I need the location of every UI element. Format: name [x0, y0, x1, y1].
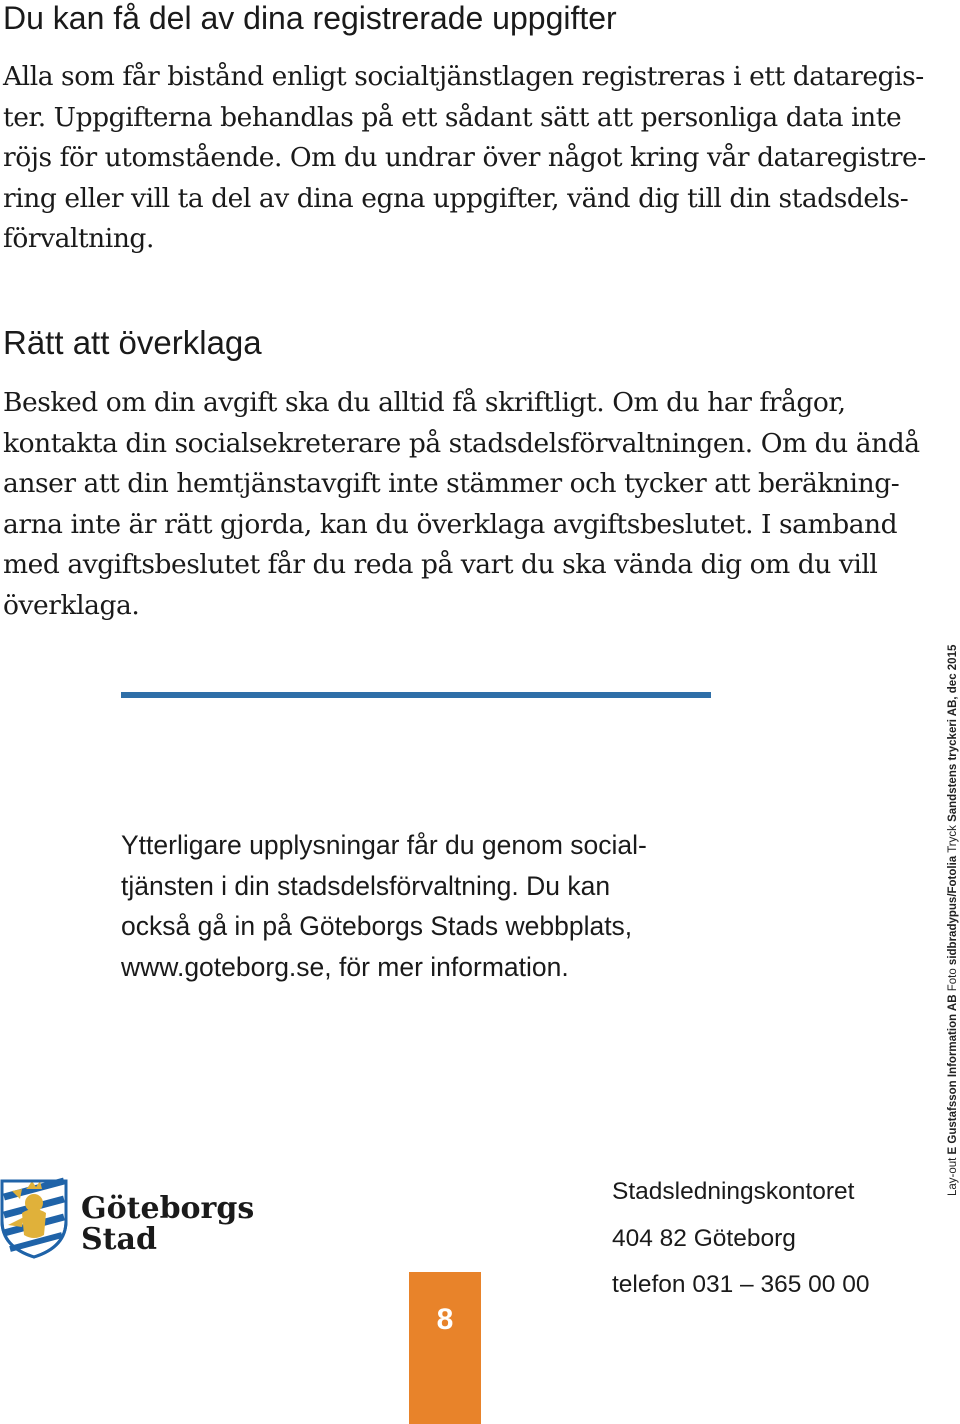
paragraph-line: också gå in på Göteborgs Stads webbplats, — [121, 911, 633, 941]
paragraph-line: ter. Uppgifterna behandlas på ett sådant sätt att personliga data inte — [3, 101, 902, 133]
paragraph-line: kontakta din socialsekreterare på stadsdelsförvaltningen. Om du ändå — [3, 427, 920, 459]
paragraph-line: www.goteborg.se, för mer information. — [121, 951, 569, 982]
paragraph-line: arna inte är rätt gjorda, kan du överklaga avgiftsbeslutet. I samband — [3, 508, 898, 540]
contact-address: 404 82 Göteborg — [612, 1225, 796, 1252]
credit-label: Foto — [947, 968, 959, 992]
appeal-paragraph — [3, 383, 920, 626]
page-number: 8 — [436, 1303, 454, 1336]
registered-data-paragraph — [3, 57, 926, 260]
paragraph-line: Alla som får bistånd enligt socialtjänstlagen registreras i ett dataregis- — [3, 61, 924, 92]
contact-office: Stadsledningskontoret — [612, 1178, 855, 1205]
credit-label: Tryck — [947, 825, 959, 853]
paragraph-line: överklaga. — [3, 589, 140, 621]
section-title-appeal: Rätt att överklaga — [3, 324, 262, 361]
paragraph-line: Besked om din avgift ska du alltid få skriftligt. Om du har frågor, — [3, 387, 846, 418]
logo-line: Göteborgs — [81, 1191, 255, 1226]
paragraph-line: röjs för utomstående. Om du undrar över något kring vår dataregistre- — [3, 142, 926, 173]
paragraph-line: förvaltning. — [3, 223, 154, 254]
paragraph-line: med avgiftsbeslutet får du reda på vart du ska vända dig om du vill — [3, 549, 878, 580]
print-credits — [942, 644, 960, 1196]
section-title-registered-data: Du kan få del av dina registrerade uppgifter — [3, 0, 617, 36]
more-info-paragraph — [121, 825, 647, 987]
goteborg-stad-logo-text — [81, 1193, 254, 1255]
paragraph-line: Ytterligare upplysningar får du genom social- — [121, 830, 647, 860]
page-number-box — [409, 1272, 481, 1424]
credit-label: Lay-out — [947, 1157, 959, 1196]
paragraph-line: ring eller vill ta del av dina egna uppgifter, vänd dig till din stadsdels- — [3, 182, 909, 214]
credit-value: sidbradypus/Fotolia — [947, 855, 959, 966]
paragraph-line: anser att din hemtjänstavgift inte stämmer och tycker att beräkning- — [3, 468, 900, 499]
credit-value: E Gustafsson Information AB — [947, 994, 959, 1155]
divider-rule — [121, 692, 711, 698]
paragraph-line: tjänsten i din stadsdelsförvaltning. Du kan — [121, 870, 611, 901]
logo-line: Stad — [81, 1222, 157, 1257]
goteborg-coat-of-arms-icon — [0, 1177, 68, 1259]
credit-value: Sandstens tryckeri AB, dec 2015 — [947, 644, 959, 822]
contact-phone: telefon 031 – 365 00 00 — [612, 1271, 870, 1298]
